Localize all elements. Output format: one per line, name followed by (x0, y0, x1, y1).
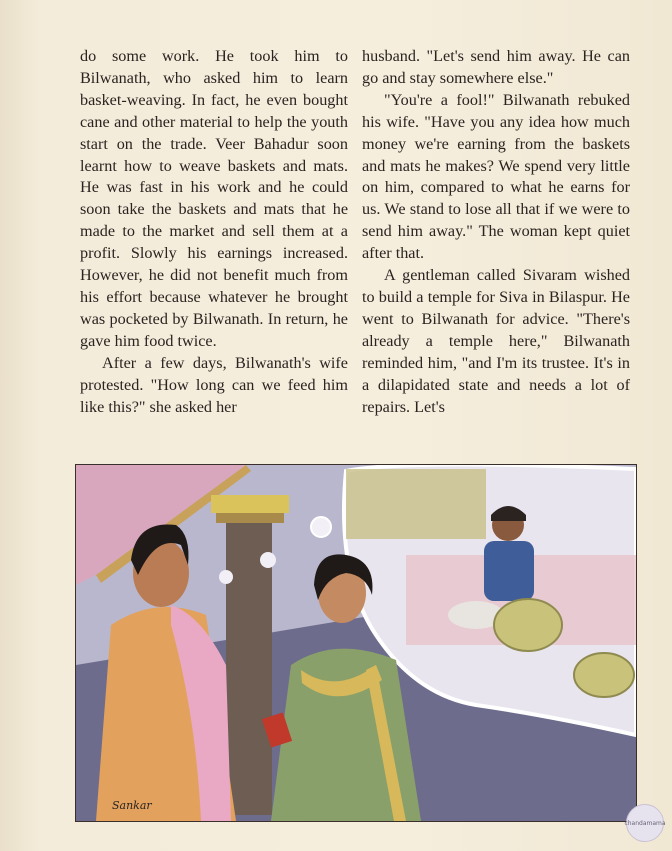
pillar (226, 505, 272, 815)
paragraph: After a few days, Bilwanath's wife protested. "How long can we feed him like this?" she asked her (80, 353, 348, 416)
story-illustration (75, 464, 637, 822)
paragraph: do some work. He took him to Bilwanath, who asked him to learn basket-weaving. In fact, he even bought cane and other material to help the youth start on the trade. Veer Bahadur soon learnt how to weave baskets and mats. He was fast in his work and he could soon take the baskets and mats that he made to the market and sell them at a profit. Slowly his earnings increased. However, he did not benefit much from his effort because whatever he brought was pocketed by Bilwanath. In return, he gave him food twice. (80, 47, 348, 350)
boy-shirt (484, 541, 534, 601)
paragraph: "You're a fool!" Bilwanath rebuked his wife. "Have you any idea how much money we're earning from the baskets and mats he makes? We spend very little on him, compared to what he earns for us. We stand to lose all that if we were to send him away." The woman kept quiet after that. (362, 90, 630, 263)
paragraph: husband. "Let's send him away. He can go and stay somewhere else." (362, 47, 630, 87)
paragraph: A gentleman called Sivaram wished to build a temple for Siva in Bilaspur. He went to Bilwanath for advice. "There's already a temple here," Bilwanath reminded him, "and I'm its trustee. It's in a dilapidated state and needs a lot of repairs. Let's (362, 266, 630, 416)
basket (494, 599, 562, 651)
text-column-left (80, 46, 348, 418)
illustration-artwork (76, 465, 636, 821)
watermark-text: chandamama (624, 819, 666, 827)
text-column-right (362, 46, 630, 418)
artist-signature: Sankar (112, 799, 152, 812)
publisher-watermark (626, 804, 664, 842)
